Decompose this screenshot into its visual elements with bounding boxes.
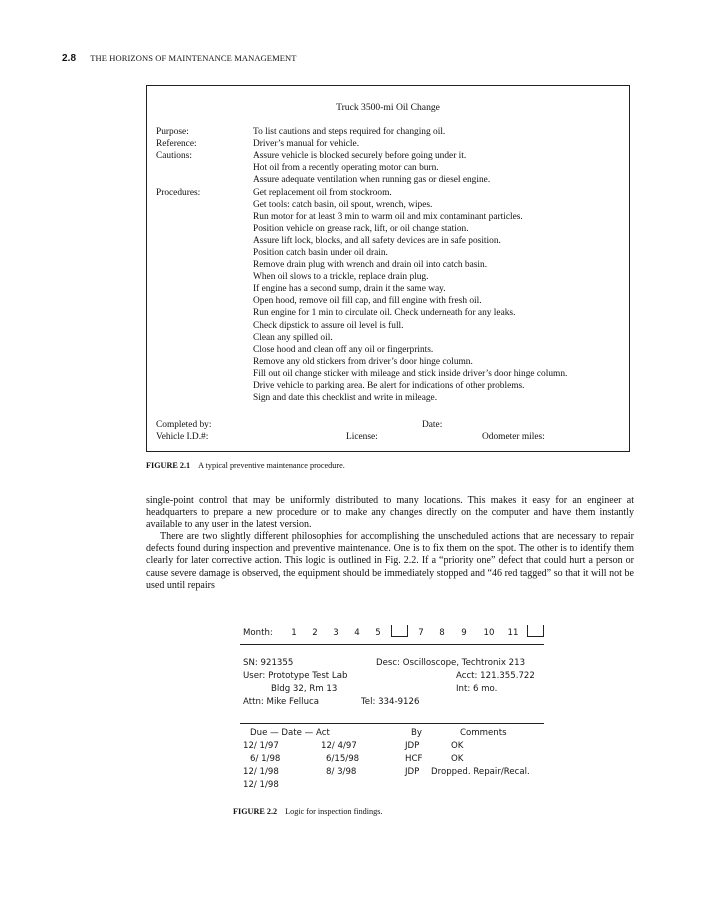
- row-due: 12/ 1/98: [243, 767, 279, 777]
- row-comment: OK: [451, 741, 464, 751]
- attention: Attn: Mike Felluca: [243, 697, 320, 707]
- figure-2-1-label: FIGURE 2.1: [146, 461, 191, 470]
- purpose-line: To list cautions and steps required for changing oil.: [253, 127, 446, 137]
- month-number: 9: [461, 628, 467, 638]
- procedure-box: [146, 85, 630, 452]
- month-blank-box: [391, 625, 408, 637]
- row-by: HCF: [405, 754, 423, 764]
- form-rule: [240, 644, 544, 645]
- procedures-label: Procedures:: [156, 187, 201, 198]
- paragraph: There are two slightly different philosophies for accomplishing the unscheduled actions that are necessary to repair defects found during inspection and preventive maintenance. One is to fix them on the spot. The other is to identify them clearly for later corrective action. This logic is outlined in Fig. 2.2. If a “priority one” defect that could hurt a person or cause severe damage is observed, the equipment should be immediately stopped and “46 red tagged” so that it will not be used until repairs: [146, 531, 634, 591]
- month-number: 5: [375, 628, 381, 638]
- completed-by-label: Completed by:: [156, 420, 212, 430]
- figure-2-1-caption: [146, 461, 345, 470]
- month-number: 7: [418, 628, 424, 638]
- month-number: 10: [483, 628, 495, 638]
- month-label: Month:: [243, 628, 273, 638]
- user: User: Prototype Test Lab: [243, 671, 348, 681]
- serial-number: SN: 921355: [243, 658, 294, 668]
- running-title: THE HORIZONS OF MAINTENANCE MANAGEMENT: [90, 53, 297, 63]
- col-by: By: [411, 728, 422, 738]
- month-number: 3: [333, 628, 339, 638]
- procedure-step: Get tools: catch basin, oil spout, wrench, wipes.: [253, 199, 433, 210]
- procedure-step: Sign and date this checklist and write in mileage.: [253, 393, 438, 404]
- col-comments: Comments: [460, 728, 507, 738]
- date-label: Date:: [422, 420, 443, 430]
- row-comment: Dropped. Repair/Recal.: [431, 767, 530, 777]
- page-number: 2.8: [62, 53, 77, 64]
- procedure-step: Assure lift lock, blocks, and all safety devices are in safe position.: [253, 235, 501, 246]
- reference-line: Driver’s manual for vehicle.: [253, 139, 360, 150]
- procedure-step: Clean any spilled oil.: [253, 332, 333, 343]
- paragraph: single-point control that may be uniformly distributed to many locations. This makes it easy for an engineer at headquarters to prepare a new procedure or to make any changes directly on the computer and have them instantly available to any user in the latest version.: [146, 495, 634, 531]
- form-rule: [240, 723, 544, 724]
- caution-line: Assure vehicle is blocked securely before going under it.: [253, 151, 467, 162]
- caution-line: Assure adequate ventilation when running gas or diesel engine.: [253, 175, 491, 186]
- row-due: 12/ 1/97: [243, 741, 279, 751]
- caution-line: Hot oil from a recently operating motor can burn.: [253, 163, 439, 174]
- month-blank-box: [527, 625, 544, 637]
- description: Desc: Oscilloscope, Techtronix 213: [376, 658, 526, 668]
- procedure-step: Remove any old stickers from driver’s door hinge column.: [253, 356, 473, 367]
- procedure-title: Truck 3500-mi Oil Change: [336, 102, 440, 113]
- figure-2-1-text: A typical preventive maintenance procedure.: [198, 461, 345, 470]
- month-number: 8: [439, 628, 445, 638]
- interval: Int: 6 mo.: [456, 684, 498, 694]
- row-due: 6/ 1/98: [250, 754, 281, 764]
- procedure-step: Open hood, remove oil fill cap, and fill engine with fresh oil.: [253, 296, 482, 307]
- running-head: [62, 53, 297, 64]
- procedure-step: When oil slows to a trickle, replace drain plug.: [253, 272, 429, 283]
- figure-2-2-caption: [233, 807, 382, 816]
- procedure-step: Get replacement oil from stockroom.: [253, 187, 392, 198]
- row-comment: OK: [451, 754, 464, 764]
- month-number: 2: [312, 628, 318, 638]
- row-by: JDP: [405, 741, 420, 751]
- cautions-label: Cautions:: [156, 151, 192, 162]
- row-due: 12/ 1/98: [243, 780, 279, 790]
- purpose-label: Purpose:: [156, 127, 189, 137]
- col-due-date-act: Due — Date — Act: [250, 728, 330, 738]
- row-act: 8/ 3/98: [326, 767, 357, 777]
- procedure-step: Fill out oil change sticker with mileage and stick inside driver’s door hinge column.: [253, 368, 568, 379]
- figure-2-2-text: Logic for inspection findings.: [285, 807, 383, 816]
- reference-label: Reference:: [156, 139, 197, 150]
- telephone: Tel: 334-9126: [361, 697, 420, 707]
- month-number: 11: [507, 628, 519, 638]
- procedure-step: Remove drain plug with wrench and drain oil into catch basin.: [253, 260, 488, 271]
- procedure-step: Check dipstick to assure oil level is full.: [253, 320, 404, 331]
- inspection-form: [240, 623, 550, 803]
- procedure-step: Close hood and clean off any oil or fingerprints.: [253, 344, 434, 355]
- procedure-step: Run motor for at least 3 min to warm oil and mix contaminant particles.: [253, 211, 523, 222]
- procedure-step: Position catch basin under oil drain.: [253, 247, 388, 258]
- month-number: 4: [354, 628, 360, 638]
- procedure-step: Position vehicle on grease rack, lift, or oil change station.: [253, 223, 469, 234]
- body-text: [146, 495, 634, 592]
- figure-2-2-label: FIGURE 2.2: [233, 807, 278, 816]
- month-number: 1: [291, 628, 297, 638]
- building: Bldg 32, Rm 13: [271, 684, 338, 694]
- vehicle-id-label: Vehicle I.D.#:: [156, 432, 209, 442]
- procedure-step: If engine has a second sump, drain it the same way.: [253, 284, 446, 295]
- row-by: JDP: [405, 767, 420, 777]
- row-act: 6/15/98: [326, 754, 360, 764]
- license-label: License:: [346, 432, 378, 442]
- procedure-step: Run engine for 1 min to circulate oil. Check underneath for any leaks.: [253, 308, 516, 319]
- procedure-step: Drive vehicle to parking area. Be alert for indications of other problems.: [253, 381, 525, 391]
- account: Acct: 121.355.722: [456, 671, 535, 681]
- row-act: 12/ 4/97: [321, 741, 357, 751]
- odometer-label: Odometer miles:: [482, 432, 545, 442]
